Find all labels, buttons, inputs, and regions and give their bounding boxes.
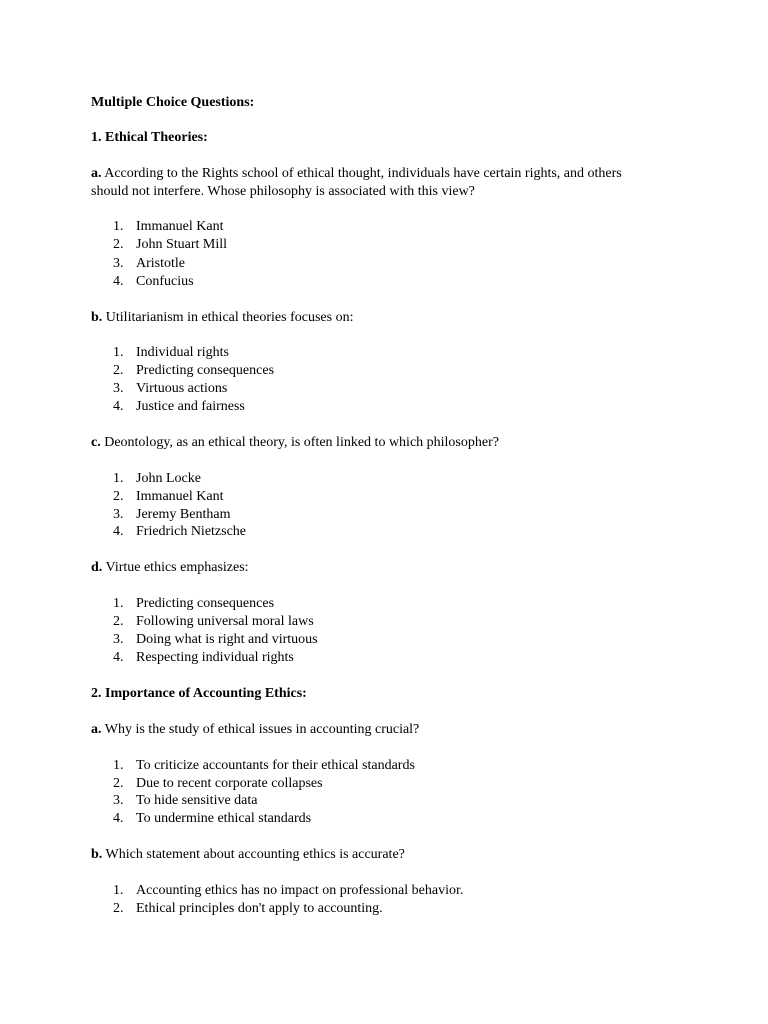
option-text: To criticize accountants for their ethical standards (136, 758, 415, 773)
option-number: 2. (113, 237, 124, 252)
option-number: 2. (113, 901, 124, 916)
option-number: 1. (113, 758, 124, 773)
option-number: 4. (113, 524, 124, 539)
option-text: Predicting consequences (136, 596, 275, 611)
question-text (91, 846, 405, 864)
option-text: John Stuart Mill (136, 237, 228, 252)
option-text: Due to recent corporate collapses (136, 776, 323, 791)
question-text-line: According to the Rights school of ethical thought, individuals have certain rights, and others (104, 166, 622, 181)
question-letter: a. (91, 166, 102, 181)
question-text (91, 559, 249, 577)
option-number: 2. (113, 363, 124, 378)
option-text: John Locke (136, 471, 201, 486)
option-number: 3. (113, 632, 124, 647)
question-text-line: Why is the study of ethical issues in accounting crucial? (104, 722, 420, 737)
option-text: To undermine ethical standards (136, 811, 312, 826)
option-number: 4. (113, 650, 124, 665)
option-text: Following universal moral laws (136, 614, 314, 629)
option-text: Immanuel Kant (136, 489, 224, 504)
option-number: 2. (113, 489, 124, 504)
option-number: 4. (113, 274, 124, 289)
question-text-line: Which statement about accounting ethics is accurate? (105, 847, 405, 862)
option-number: 3. (113, 793, 124, 808)
question-letter: d. (91, 560, 103, 575)
option-number: 3. (113, 507, 124, 522)
option-number: 2. (113, 614, 124, 629)
option-number: 4. (113, 399, 124, 414)
option-number: 4. (113, 811, 124, 826)
question-letter: b. (91, 310, 103, 325)
option-text: Confucius (136, 274, 194, 289)
option-number: 1. (113, 219, 124, 234)
option-number: 1. (113, 596, 124, 611)
question-text (91, 309, 353, 327)
option-number: 2. (113, 776, 124, 791)
option-text: Virtuous actions (136, 381, 228, 396)
option-number: 1. (113, 471, 124, 486)
question-text-line: Utilitarianism in ethical theories focuses on: (105, 310, 354, 325)
question-text (91, 165, 622, 183)
question-letter: a. (91, 722, 102, 737)
option-text: Ethical principles don't apply to accounting. (136, 901, 383, 916)
option-number: 3. (113, 381, 124, 396)
option-text: Predicting consequences (136, 363, 275, 378)
option-number: 1. (113, 883, 124, 898)
option-text: Friedrich Nietzsche (136, 524, 247, 539)
question-text (91, 434, 499, 452)
option-number: 3. (113, 256, 124, 271)
question-letter: b. (91, 847, 103, 862)
question-text (91, 721, 419, 739)
question-text-line: Virtue ethics emphasizes: (105, 560, 249, 575)
question-text-line: Deontology, as an ethical theory, is often linked to which philosopher? (104, 435, 499, 450)
option-text: Respecting individual rights (136, 650, 294, 665)
option-text: Doing what is right and virtuous (136, 632, 318, 647)
option-text: Aristotle (136, 256, 185, 271)
section-title: 2. Importance of Accounting Ethics: (91, 686, 307, 701)
question-text-line: should not interfere. Whose philosophy is associated with this view? (91, 184, 475, 199)
option-text: Immanuel Kant (136, 219, 224, 234)
option-text: Accounting ethics has no impact on professional behavior. (136, 883, 464, 898)
option-number: 1. (113, 345, 124, 360)
document-heading: Multiple Choice Questions: (91, 95, 255, 110)
question-letter: c. (91, 435, 101, 450)
section-title: 1. Ethical Theories: (91, 130, 208, 145)
option-text: Jeremy Bentham (136, 507, 231, 522)
option-text: Justice and fairness (136, 399, 245, 414)
option-text: To hide sensitive data (136, 793, 258, 808)
option-text: Individual rights (136, 345, 229, 360)
